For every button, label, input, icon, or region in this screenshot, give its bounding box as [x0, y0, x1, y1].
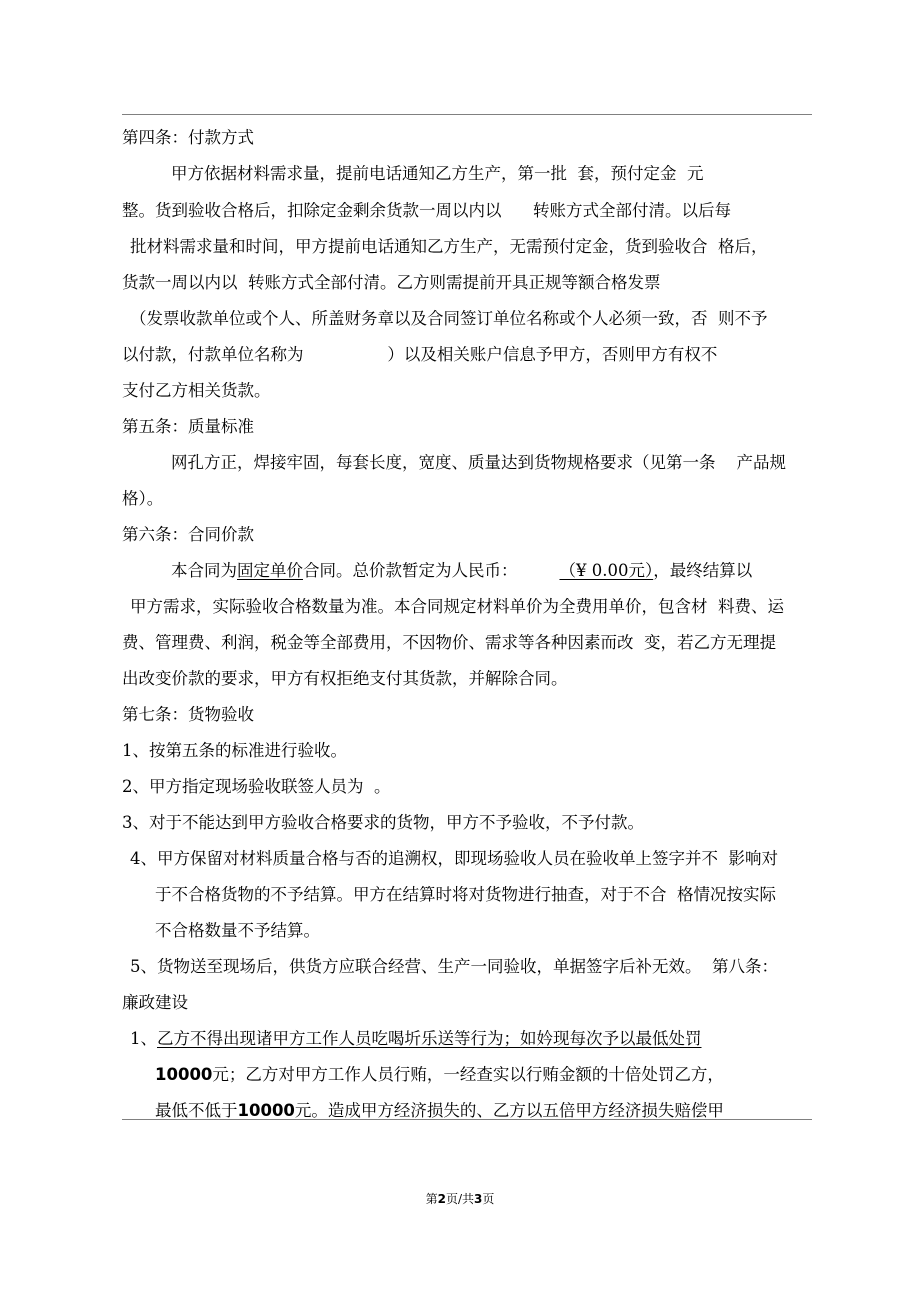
page-footer: [0, 1190, 920, 1207]
article-6-line: [171, 560, 752, 582]
article-6-heading: 第六条：合同价款: [122, 525, 254, 544]
price-suffix: ，最终结算以: [653, 561, 753, 580]
article-5-heading: 第五条：质量标准: [122, 417, 254, 436]
article-8-text: 元。造成甲方经济损失的、乙方以五倍甲方经济损失赔偿甲: [294, 1101, 724, 1120]
page-total: 3: [474, 1192, 483, 1206]
article-8-text: 元；乙方对甲方工作人员行贿，一经查实以行贿金额的十倍处罚乙方，: [212, 1065, 724, 1084]
article-6-line: 费、管理费、利润，税金等全部费用，不因物价、需求等各种因素而改 变，若乙方无理提: [122, 633, 776, 652]
article-6-line: 甲方需求，实际验收合格数量为准。本合同规定材料单价为全费用单价，包含材 料费、运: [130, 597, 784, 616]
article-7-item-cont: 不合格数量不予结算。: [155, 921, 320, 940]
article-8-clause: 乙方不得出现诸甲方工作人员吃喝圻乐送等行为；如妗现每次予以最低处罚: [157, 1029, 702, 1048]
article-4-line: 整。货到验收合格后，扣除定金剩余货款一周以内以 转账方式全部付清。以后每: [122, 201, 731, 220]
article-8-text: 最低不低于: [155, 1101, 238, 1120]
article-8-item-cont: [155, 1064, 724, 1086]
penalty-amount: 10000: [237, 1101, 295, 1120]
article-7-item-cont: 于不合格货物的不予结算。甲方在结算时将对货物进行抽查，对于不合 格情况按实际: [155, 885, 776, 904]
article-5-line: 网孔方正，焊接牢固，每套长度，宽度、质量达到货物规格要求（见第一条 产品规: [171, 453, 786, 472]
article-7-item: 3、对于不能达到甲方验收合格要求的货物，甲方不予验收，不予付款。: [122, 813, 644, 832]
footer-text: 页: [482, 1192, 495, 1206]
article-8-item: [130, 1028, 702, 1050]
item-number: 1、: [130, 1029, 157, 1048]
article-4-line: 支付乙方相关货款。: [122, 381, 271, 400]
article-6-line: 出改变价款的要求，甲方有权拒绝支付其货款，并解除合同。: [122, 669, 568, 688]
article-7-heading: 第七条：货物验收: [122, 705, 254, 724]
page-number: 2: [437, 1192, 446, 1206]
article-4-heading: 第四条：付款方式: [122, 128, 254, 147]
header-rule: [122, 114, 812, 115]
article-5-line: 格）。: [122, 489, 164, 508]
article-7-item: 2、甲方指定现场验收联签人员为 。: [122, 777, 391, 796]
article-4-line: 批材料需求量和时间，甲方提前电话通知乙方生产，无需预付定金，货到验收合 格后，: [130, 237, 768, 256]
article-4-line: 货款一周以内以 转账方式全部付清。乙方则需提前开具正规等额合格发票: [122, 273, 661, 292]
contract-type: 固定单价: [237, 561, 303, 580]
article-4-line: （发票收款单位或个人、所盖财务章以及合同签订单位名称或个人必须一致，否 则不予: [130, 309, 768, 328]
article-8-heading: 廉政建设: [122, 993, 188, 1012]
total-price: （¥ 0.00元）: [559, 561, 654, 580]
price-label: 合同。总价款暂定为人民币：: [303, 561, 560, 580]
article-7-item: 1、按第五条的标准进行验收。: [122, 741, 347, 760]
article-7-item: 5、货物送至现场后，供货方应联合经营、生产一同验收，单据签字后补无效。 第八条：: [130, 957, 778, 976]
footer-text: 第: [425, 1192, 438, 1206]
article-4-line: 以付款，付款单位名称为 ）以及相关账户信息予甲方，否则甲方有权不: [122, 345, 718, 364]
contract-type-prefix: 本合同为: [171, 561, 237, 580]
footer-rule: [122, 1119, 812, 1120]
article-4-line: 甲方依据材料需求量，提前电话通知乙方生产，第一批 套，预付定金 元: [171, 164, 704, 183]
footer-text: 页/共: [445, 1192, 475, 1206]
article-7-item: 4、甲方保留对材料质量合格与否的追溯权，即现场验收人员在验收单上签字并不 影响对: [130, 849, 778, 868]
penalty-amount: 10000: [155, 1065, 213, 1084]
